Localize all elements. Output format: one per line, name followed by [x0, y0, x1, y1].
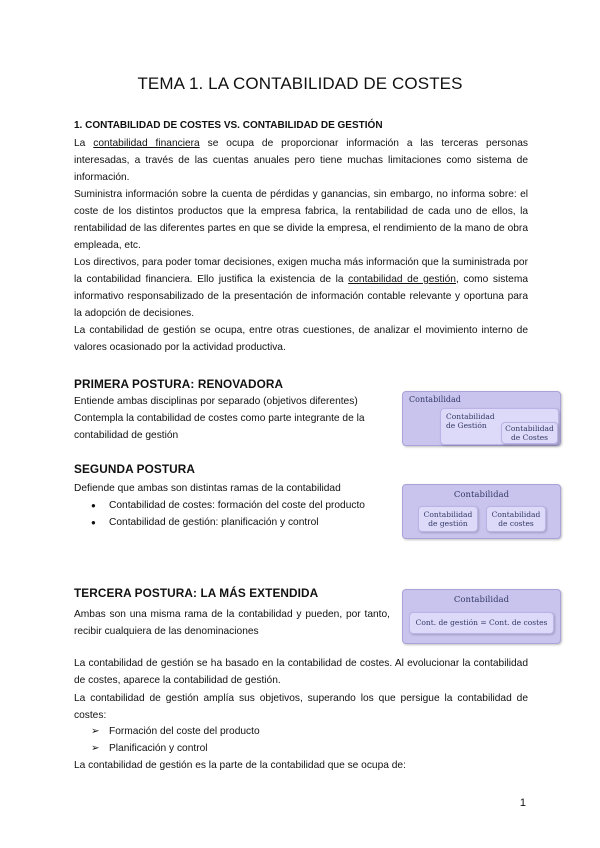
primera-line1: Entiende ambas disciplinas por separado (objetivos diferentes)	[74, 396, 358, 407]
segunda-line1: Defiende que ambas son distintas ramas de la contabilidad	[74, 483, 341, 494]
page-title: TEMA 1. LA CONTABILIDAD DE COSTES	[137, 74, 463, 93]
list-item-text: Contabilidad de gestión: planificación y control	[109, 517, 319, 528]
tercera-line1: Ambas son una misma rama de la contabilidad y pueden, por tanto, recibir cualquiera de las denominaciones	[74, 609, 390, 637]
text: La	[74, 138, 86, 149]
page-number: 1	[519, 797, 526, 809]
heading-segunda-postura: SEGUNDA POSTURA	[74, 462, 196, 476]
primera-line2: Contempla la contabilidad de costes como parte integrante de la contabilidad de gestión	[74, 413, 365, 441]
diagram-segunda	[402, 484, 561, 539]
term-contabilidad-financiera: contabilidad financiera	[93, 138, 200, 149]
paragraph-basado: La contabilidad de gestión se ha basado en la contabilidad de costes. Al evolucionar la contabilidad de costes, aparece la contabilidad de gestión.	[74, 658, 528, 686]
diagram-label-gestion: Contabilidad de gestión	[423, 510, 473, 528]
paragraph-financiera	[74, 135, 528, 186]
bullet-icon: ●	[91, 501, 96, 510]
diagram-label-contabilidad: Contabilidad	[453, 595, 510, 605]
diagram-box-costes	[486, 506, 546, 532]
diagram-box-gestion	[418, 506, 478, 532]
list-item-text: Planificación y control	[109, 743, 208, 754]
diagram-label-costes: Contabilidad de Costes	[505, 424, 554, 442]
term-contabilidad-gestion: contabilidad de gestión	[348, 274, 456, 285]
diagram-label-contabilidad: Contabilidad	[409, 395, 461, 404]
diagram-label-contabilidad: Contabilidad	[453, 490, 510, 500]
text: se ocupa de proporcionar información a las terceras personas interesadas, a través de las cuentas anuales pero tiene muchas limitaciones como sistema de información.	[74, 138, 528, 183]
heading-tercera-postura: TERCERA POSTURA: LA MÁS EXTENDIDA	[74, 586, 319, 600]
diagram-label-costes: Contabilidad de costes	[491, 510, 541, 528]
paragraph-directivos	[74, 254, 528, 322]
diagram-box-costes	[501, 422, 558, 444]
paragraph-analizar: La contabilidad de gestión se ocupa, entre otras cuestiones, de analizar el movimiento interno de valores ocasionado por la actividad productiva.	[74, 325, 528, 353]
paragraph-suministra: Suministra información sobre la cuenta de pérdidas y ganancias, sin embargo, no informa sobre: el coste de los distintos productos que la empresa fabrica, la rentabilidad de cada uno de ellos, la rentabilidad de las diferentes partes en que se divide la empresa, el rendimiento de la mano de obra empleada, etc.	[74, 189, 528, 251]
arrow-icon: ➢	[91, 743, 100, 754]
arrow-icon: ➢	[91, 726, 100, 737]
diagram-label-igual: Cont. de gestión = Cont. de costes	[415, 618, 548, 627]
diagram-box-gestion	[440, 408, 559, 445]
diagram-box-igual	[409, 612, 554, 634]
paragraph-amplia: La contabilidad de gestión amplía sus objetivos, superando los que persigue la contabilidad de costes:	[74, 693, 528, 721]
heading-primera-postura: PRIMERA POSTURA: RENOVADORA	[74, 377, 284, 391]
list-item-text: Contabilidad de costes: formación del coste del producto	[109, 500, 365, 511]
text: , como sistema informativo responsabilizado de la presentación de información contable relevante y oportuna para la adopción de decisiones.	[74, 274, 528, 319]
paragraph-parte: La contabilidad de gestión es la parte de la contabilidad que se ocupa de:	[74, 760, 406, 771]
diagram-tercera	[402, 589, 561, 644]
section-heading: 1. CONTABILIDAD DE COSTES VS. CONTABILIDAD DE GESTIÓN	[74, 120, 383, 131]
bullet-icon: ●	[91, 518, 96, 527]
diagram-renovadora	[402, 391, 561, 446]
diagram-label-gestion: Contabilidad de Gestión	[446, 412, 495, 430]
text: Los directivos, para poder tomar decisiones, exigen mucha más información que la suministrada por la contabilidad financiera. Ello justifica la existencia de la	[74, 257, 528, 285]
list-item-text: Formación del coste del producto	[109, 726, 260, 737]
